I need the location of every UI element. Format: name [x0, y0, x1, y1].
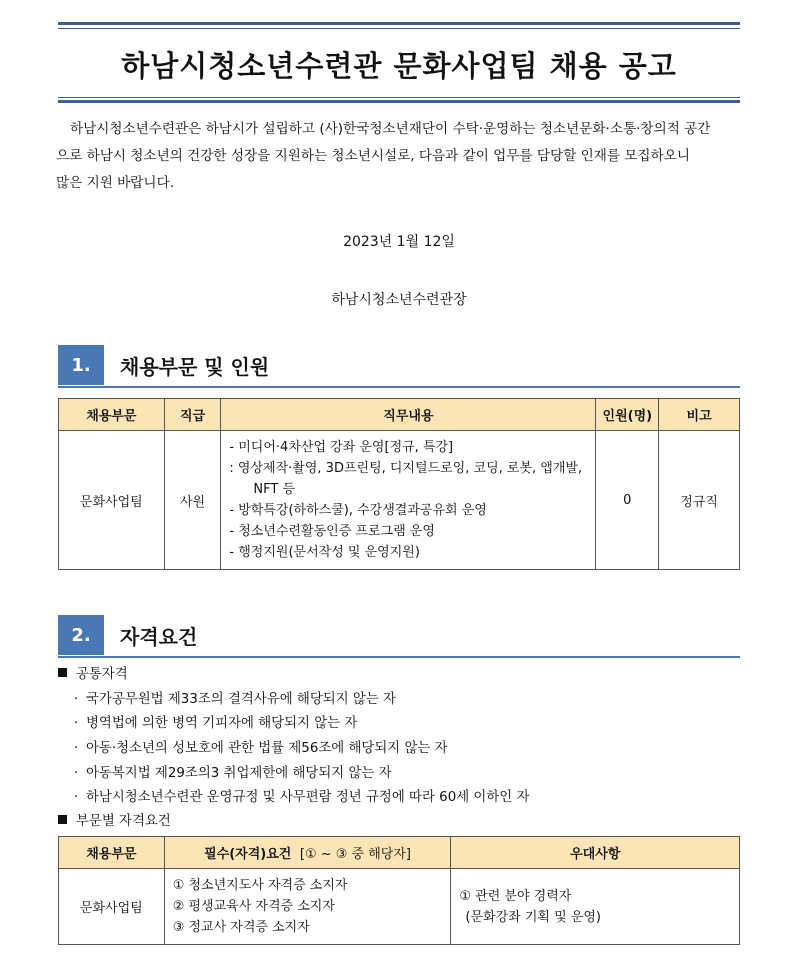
section-2-underline: [58, 656, 740, 658]
list-item: [74, 762, 392, 781]
list-item-text: 국가공무원법 제33조의 결격사유에 해당되지 않는 자: [86, 692, 396, 707]
col-header-rank: 직급: [164, 399, 221, 431]
list-item-text: 하남시청소년수련관 운영규정 및 사무편람 정년 규정에 따라 60세 이하인 자: [86, 790, 530, 805]
cell-rank: 사원: [164, 431, 221, 570]
qualifications-table: [58, 836, 740, 945]
duty-line-6: - 행정지원(문서작성 및 운영지원): [229, 545, 420, 560]
section-2-number: 2.: [58, 615, 104, 655]
cell-dept: 문화사업팀: [59, 869, 165, 945]
title-rule-top: [58, 22, 740, 25]
section-2-title: 자격요건: [120, 625, 198, 649]
intro-line-2: 으로 하남시 청소년의 건강한 성장을 지원하는 청소년시설로, 다음과 같이 업무를 담당할 인재를 모집하오니: [56, 148, 690, 164]
intro-paragraph: [56, 116, 746, 197]
list-item: [74, 737, 448, 756]
announcement-date: 2023년 1월 12일: [343, 234, 455, 250]
table-row: [59, 869, 740, 945]
intro-line-1: 하남시청소년수련관은 하남시가 설립하고 (사)한국청소년재단이 수탁·운영하는 청소년문화·소통·창의적 공간: [70, 121, 711, 137]
col-header-count: 인원(명): [596, 399, 659, 431]
section-1-number: 1.: [58, 345, 104, 385]
recruitment-table: [58, 398, 740, 570]
section-1-header: [58, 345, 740, 385]
dept-qualifications-heading: [58, 810, 171, 829]
bullet-dot-icon: ·: [74, 790, 79, 805]
common-qualifications-label: 공통자격: [76, 667, 128, 682]
col-header-duties: 직무내용: [221, 399, 596, 431]
col-header-dept: 채용부문: [59, 399, 165, 431]
list-item: [74, 688, 396, 707]
issuer-name: 하남시청소년수련관장: [331, 292, 467, 308]
cell-dept: 문화사업팀: [59, 431, 165, 570]
col-header-preferred: 우대사항: [451, 837, 740, 869]
required-line-1: ① 청소년지도사 자격증 소지자: [172, 878, 348, 893]
square-bullet-icon: [58, 815, 67, 824]
section-1-underline: [58, 386, 740, 388]
title-rule-bottom: [58, 100, 740, 103]
list-item: [74, 786, 529, 805]
title-rule-bottom-thin: [58, 97, 740, 98]
col-header-dept: 채용부문: [59, 837, 165, 869]
required-note: [① ~ ③ 중 해당자]: [299, 847, 411, 862]
bullet-dot-icon: ·: [74, 766, 79, 781]
list-item-text: 병역법에 의한 병역 기피자에 해당되지 않는 자: [86, 716, 358, 731]
title-rule-top-thin: [58, 28, 740, 29]
intro-line-3: 많은 지원 바랍니다.: [56, 175, 175, 191]
col-header-note: 비고: [659, 399, 740, 431]
dept-qualifications-label: 부문별 자격요건: [76, 814, 171, 829]
cell-count: 0: [596, 431, 659, 570]
cell-preferred: [451, 869, 740, 945]
required-line-2: ② 평생교육사 자격증 소지자: [172, 899, 335, 914]
duty-line-1: - 미디어·4차산업 강좌 운영[정규, 특강]: [229, 440, 454, 455]
section-2-header: [58, 615, 740, 655]
col-header-required: [164, 837, 451, 869]
duty-line-3: NFT 등: [253, 482, 296, 497]
table-row: [59, 431, 740, 570]
square-bullet-icon: [58, 668, 67, 677]
cell-duties: [221, 431, 596, 570]
required-label: 필수(자격)요건: [204, 847, 292, 862]
bullet-dot-icon: ·: [74, 692, 79, 707]
list-item-text: 아동복지법 제29조의3 취업제한에 해당되지 않는 자: [86, 766, 392, 781]
duty-line-2: : 영상제작·촬영, 3D프린팅, 디지털드로잉, 코딩, 로봇, 앱개발,: [229, 461, 583, 476]
preferred-line-1: ① 관련 분야 경력자: [459, 888, 572, 904]
bullet-dot-icon: ·: [74, 741, 79, 756]
cell-note: 정규직: [659, 431, 740, 570]
duty-line-4: - 방학특강(하하스쿨), 수강생결과공유회 운영: [229, 503, 487, 518]
duty-line-5: - 청소년수련활동인증 프로그램 운영: [229, 524, 435, 539]
preferred-line-2: (문화강좌 기획 및 운영): [465, 909, 601, 925]
section-1-title: 채용부문 및 인원: [120, 355, 270, 379]
list-item: [74, 712, 357, 731]
page-title: 하남시청소년수련관 문화사업팀 채용 공고: [121, 49, 677, 83]
cell-required: [164, 869, 451, 945]
required-line-3: ③ 정교사 자격증 소지자: [172, 920, 310, 935]
bullet-dot-icon: ·: [74, 716, 79, 731]
common-qualifications-heading: [58, 663, 128, 682]
list-item-text: 아동·청소년의 성보호에 관한 법률 제56조에 해당되지 않는 자: [86, 741, 448, 756]
